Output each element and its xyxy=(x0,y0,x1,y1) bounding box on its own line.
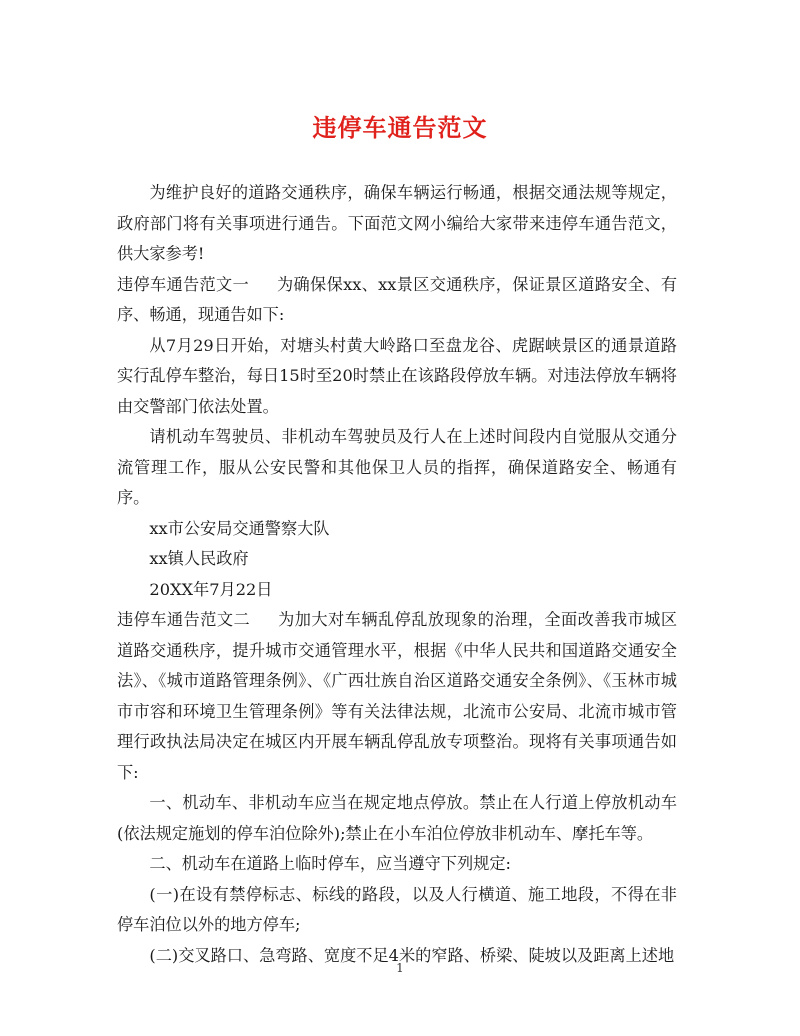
section-2-lead: 为加大对车辆乱停乱放现象的治理，全面改善我市城区道路交通秩序，提升城市交通管理水平，根据《中华人民共和国道路交通安全法》、《城市道路管理条例》、《广西壮族自治区道路交通安全条例》、《玉林市城市市容和环境卫生管理条例》等有关法律法规，北流市公安局、北流市城市管理行政执法局决定在城区内开展车辆乱停乱放专项整治。现将有关事项通告如下: xyxy=(117,610,678,782)
section-1-paragraph-2: 请机动车驾驶员、非机动车驾驶员及行人在上述时间段内自觉服从交通分流管理工作，服从公安民警和其他保卫人员的指挥，确保道路安全、畅通有序。 xyxy=(117,427,677,507)
section-2-heading-paragraph xyxy=(117,605,677,788)
section-1-lead: 为确保保xx、xx景区交通秩序，保证景区道路安全、有序、畅通，现通告如下: xyxy=(117,274,678,324)
page-number: 1 xyxy=(396,961,404,975)
signer-police: xx市公安局交通警察大队 xyxy=(149,518,330,538)
notice-date: 20XX年7月22日 xyxy=(149,579,273,599)
section-1-heading-paragraph xyxy=(117,270,677,331)
section-2-item-2: 二、机动车在道路上临时停车，应当遵守下列规定: xyxy=(149,854,511,873)
section-1-paragraph-1: 从7月29日开始，对塘头村黄大岭路口至盘龙谷、虎踞峡景区的通景道路实行乱停车整治，每日15时至20时禁止在该路段停放车辆。对违法停放车辆将由交警部门依法处置。 xyxy=(117,335,677,416)
section-2-item-1: 一、机动车、非机动车应当在规定地点停放。禁止在人行道上停放机动车(依法规定施划的停车泊位除外);禁止在小车泊位停放非机动车、摩托车等。 xyxy=(117,793,677,843)
document-title: 违停车通告范文 xyxy=(312,113,488,142)
document-body xyxy=(117,178,677,971)
section-1-label: 违停车通告范文一 xyxy=(117,274,250,294)
section-2-label: 违停车通告范文二 xyxy=(117,610,251,629)
signer-government: xx镇人民政府 xyxy=(149,549,249,568)
section-2-item-2a: (一)在设有禁停标志、标线的路段，以及人行横道、施工地段，不得在非停车泊位以外的地方停车; xyxy=(117,884,677,934)
section-2-item-2b: (二)交叉路口、急弯路、宽度不足4米的窄路、桥梁、陡坡以及距离上述地 xyxy=(149,945,675,965)
intro-paragraph: 为维护良好的道路交通秩序，确保车辆运行畅通，根据交通法规等规定，政府部门将有关事项进行通告。下面范文网小编给大家带来违停车通告范文，供大家参考! xyxy=(117,183,677,263)
